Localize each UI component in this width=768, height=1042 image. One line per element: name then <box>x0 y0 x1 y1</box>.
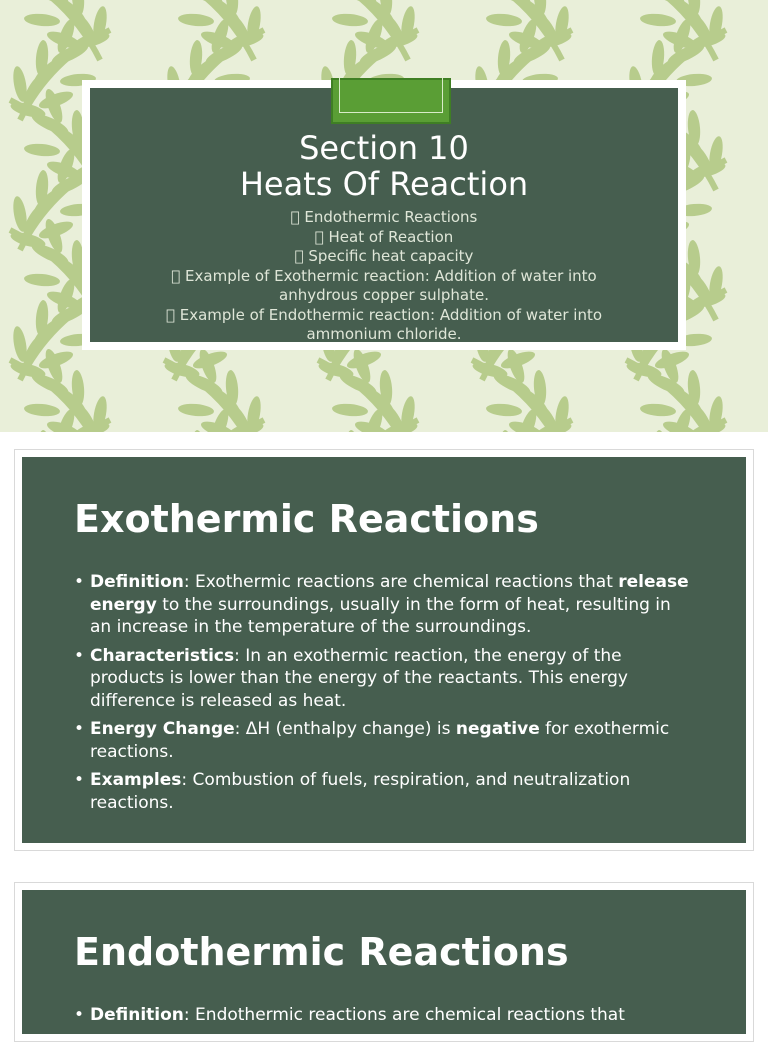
bullet-icon: • <box>74 1005 85 1025</box>
list-item: • Characteristics: In an exothermic reaction, the energy of the products is lower than the energy of the reactants. This energy difference is released as heat. <box>74 645 628 711</box>
title-section: Section 10 <box>299 129 469 167</box>
topic-item: Heat of Reaction <box>130 228 638 248</box>
bullet-icon <box>166 306 175 324</box>
bullet-icon <box>315 228 324 246</box>
topic-item: Endothermic Reactions <box>130 208 638 228</box>
bullet-icon: • <box>74 770 85 790</box>
list-item: • Definition: Exothermic reactions are chemical reactions that release energy to the surroundings, usually in the form of heat, resulting in an increase in the temperature of the surroundings. <box>74 572 689 637</box>
bullet-icon: • <box>74 645 85 666</box>
title-panel <box>90 88 678 342</box>
bullet-icon <box>291 208 300 226</box>
bullet-icon <box>295 247 304 265</box>
bullet-icon <box>171 267 180 285</box>
list-item: • Definition: Endothermic reactions are chemical reactions that <box>74 1005 625 1025</box>
slide-panel <box>22 890 746 1034</box>
topic-item: Specific heat capacity <box>130 247 638 267</box>
bullet-list <box>74 1004 696 1027</box>
bullet-list <box>74 571 696 814</box>
topic-item: Example of Exothermic reaction: Addition of water into anhydrous copper sulphate. <box>136 266 632 304</box>
bullet-icon: • <box>74 572 85 592</box>
topic-item: Example of Endothermic reaction: Addition of water into ammonium chloride. <box>130 306 638 345</box>
slide-title: Exothermic Reactions <box>74 497 539 541</box>
exothermic-slide <box>14 449 754 851</box>
bullet-icon: • <box>74 719 85 739</box>
title-frame <box>82 80 686 350</box>
list-item: • Examples: Combustion of fuels, respiration, and neutralization reactions. <box>74 770 631 813</box>
topic-list <box>90 208 678 345</box>
slide-panel <box>22 457 746 843</box>
accent-tab <box>331 78 451 124</box>
title-slide <box>0 0 768 432</box>
endothermic-slide <box>14 882 754 1042</box>
list-item: • Energy Change: ΔH (enthalpy change) is negative for exothermic reactions. <box>74 719 670 762</box>
slide-title: Endothermic Reactions <box>74 930 569 974</box>
title-heading: Heats Of Reaction <box>239 165 529 203</box>
